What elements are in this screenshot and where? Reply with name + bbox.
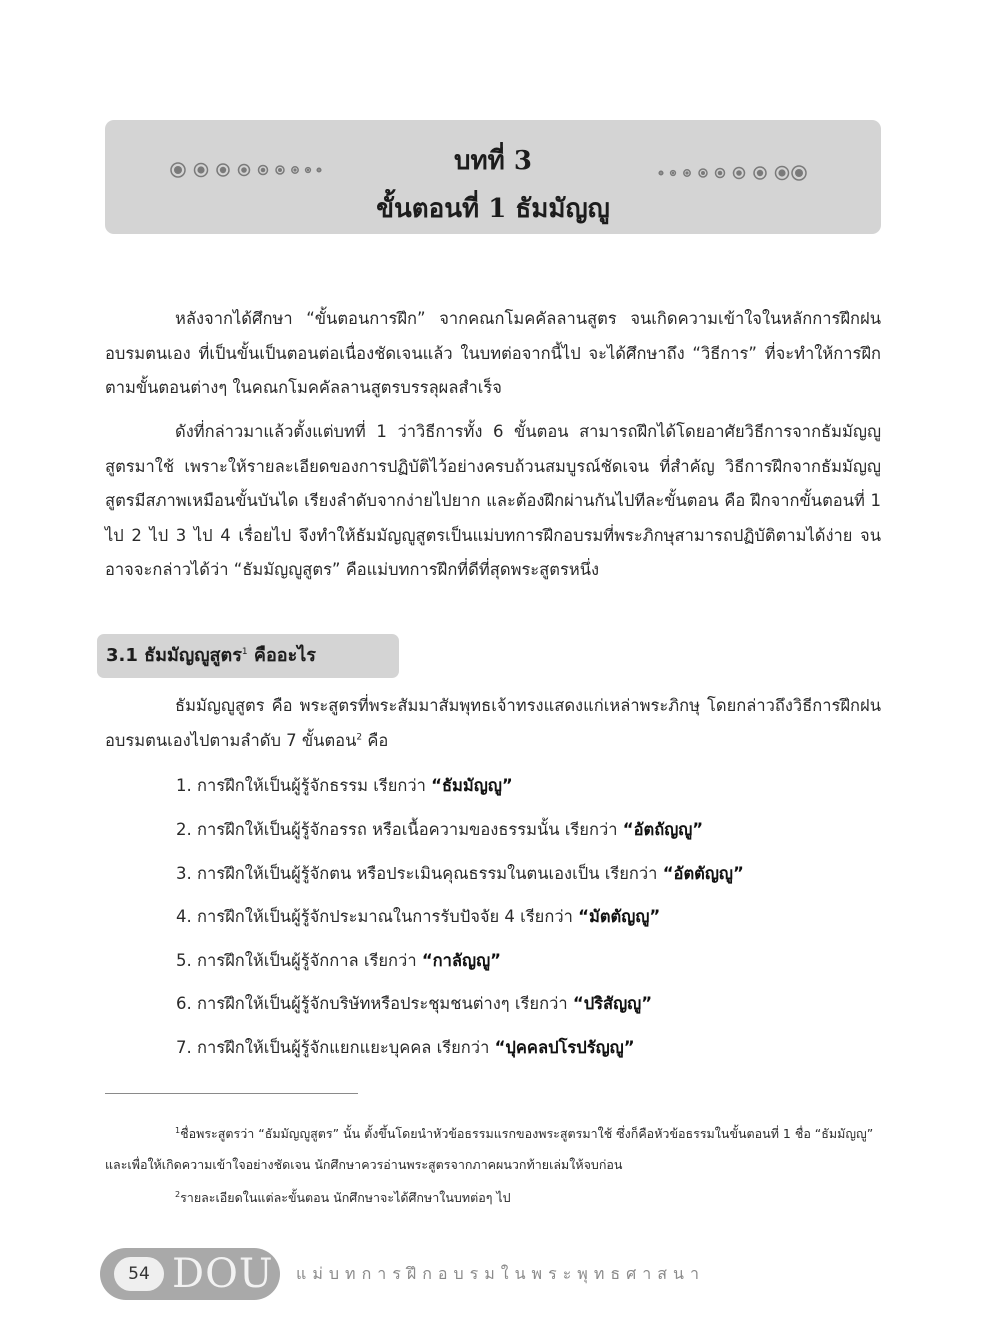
- term: “อัตตัญญู”: [662, 864, 744, 883]
- list-item: 5. การฝึกให้เป็นผู้รู้จักกาล เรียกว่า “กาลัญญู”: [176, 951, 502, 970]
- section-paragraph-suffix: คือ: [367, 730, 389, 750]
- chapter-header: [105, 120, 881, 234]
- footnote-divider: [105, 1093, 358, 1094]
- footnote-ref-2: 2: [356, 732, 363, 742]
- section-paragraph-text: ธัมมัญญูสูตร คือ พระสูตรที่พระสัมมาสัมพุทธเจ้าทรงแสดงแก่เหล่าพระภิกษุ โดยกล่าวถึงวิธีการฝึกฝนอบรมตนเองไปตามลำดับ 7 ขั้นตอน: [105, 696, 881, 750]
- footnote-number: 1: [175, 1125, 181, 1135]
- list-item: 3. การฝึกให้เป็นผู้รู้จักตน หรือประเมินคุณธรรมในตนเองเป็น เรียกว่า “อัตตัญญู”: [176, 864, 744, 883]
- footnote-text: ชื่อพระสูตรว่า “ธัมมัญญูสูตร” นั้น ตั้งขึ้นโดยนำหัวข้อธรรมแรกของพระสูตรมาใช้ ซึ่งก็คือหัวข้อธรรมในขั้นตอนที่ 1 ชื่อ “ธัมมัญญู” และเพื่อให้เกิดความเข้าใจอย่างชัดเจน นักศึกษาควรอ่านพระสูตรจากภาคผนวกท้ายเล่มให้จบก่อน: [105, 1126, 874, 1172]
- footer-badge: [100, 1248, 280, 1300]
- running-footer-title: แม่บทการฝึกอบรมในพระพุทธศาสนา: [296, 1264, 705, 1283]
- footnote-2: [105, 1182, 881, 1213]
- term: “ธัมมัญญู”: [431, 776, 513, 795]
- decorative-dots-right-icon: [657, 163, 807, 183]
- list-item: 6. การฝึกให้เป็นผู้รู้จักบริษัทหรือประชุมชนต่างๆ เรียกว่า “ปริสัญญู”: [176, 994, 653, 1013]
- logo: DOU: [172, 1251, 274, 1297]
- intro-paragraph-1: หลังจากได้ศึกษา “ขั้นตอนการฝึก” จากคณกโมคคัลลานสูตร จนเกิดความเข้าใจในหลักการฝึกฝนอบรมตนเอง ที่เป็นขั้นเป็นตอนต่อเนื่องชัดเจนแล้ว ในบทต่อจากนี้ไป จะได้ศึกษาถึง “วิธีการ” ที่จะทำให้การฝึกตามขั้นตอนต่างๆ ในคณกโมคคัลลานสูตรบรรลุผลสำเร็จ: [105, 309, 881, 397]
- chapter-title: ขั้นตอนที่ 1 ธัมมัญญู: [376, 194, 610, 224]
- intro-paragraph-2: ดังที่กล่าวมาแล้วตั้งแต่บทที่ 1 ว่าวิธีการทั้ง 6 ขั้นตอน สามารถฝึกได้โดยอาศัยวิธีการจากธัมมัญญูสูตรมาใช้ เพราะให้รายละเอียดของการปฏิบัติไว้อย่างครบถ้วนสมบูรณ์ชัดเจน ที่สำคัญ วิธีการฝึกจากธัมมัญญูสูตรมีสภาพเหมือนขั้นบันได เรียงลำดับจากง่ายไปยาก และต้องฝึกผ่านกันไปทีละขั้นตอน คือ ฝึกจากขั้นตอนที่ 1 ไป 2 ไป 3 ไป 4 เรื่อยไป จึงทำให้ธัมมัญญูสูตรเป็นแม่บทการฝึกอบรมที่พระภิกษุสามารถปฏิบัติตามได้ง่าย จนอาจจะกล่าวได้ว่า “ธัมมัญญูสูตร” คือแม่บทการฝึกที่ดีที่สุดพระสูตรหนึ่ง: [105, 422, 881, 579]
- term: “ปุคคลปโรปรัญญู”: [494, 1038, 635, 1057]
- list-item: 7. การฝึกให้เป็นผู้รู้จักแยกแยะบุคคล เรียกว่า “ปุคคลปโรปรัญญู”: [176, 1038, 635, 1057]
- footnote-ref-1: 1: [241, 647, 248, 657]
- term: “อัตถัญญู”: [622, 820, 704, 839]
- section-heading-text: 3.1 ธัมมัญญูสูตร: [106, 645, 242, 666]
- footnote-1: [105, 1118, 881, 1180]
- list-item: 4. การฝึกให้เป็นผู้รู้จักประมาณในการรับปัจจัย 4 เรียกว่า “มัตตัญญู”: [176, 907, 661, 926]
- section-heading: [106, 642, 316, 670]
- footnote-text: รายละเอียดในแต่ละขั้นตอน นักศึกษาจะได้ศึกษาในบทต่อๆ ไป: [180, 1190, 511, 1205]
- term: “มัตตัญญู”: [578, 907, 661, 926]
- section-heading-box: [97, 634, 399, 678]
- term: “ปริสัญญู”: [572, 994, 653, 1013]
- page-number: 54: [114, 1257, 164, 1291]
- footnote-number: 2: [175, 1189, 181, 1199]
- list-item: 1. การฝึกให้เป็นผู้รู้จักธรรม เรียกว่า “ธัมมัญญู”: [176, 776, 513, 795]
- section-heading-suffix: คืออะไร: [253, 645, 316, 666]
- list-item: 2. การฝึกให้เป็นผู้รู้จักอรรถ หรือเนื้อความของธรรมนั้น เรียกว่า “อัตถัญญู”: [176, 820, 704, 839]
- chapter-number: บทที่ 3: [454, 146, 532, 176]
- term: “กาลัญญู”: [421, 951, 502, 970]
- section-paragraph: [105, 689, 881, 758]
